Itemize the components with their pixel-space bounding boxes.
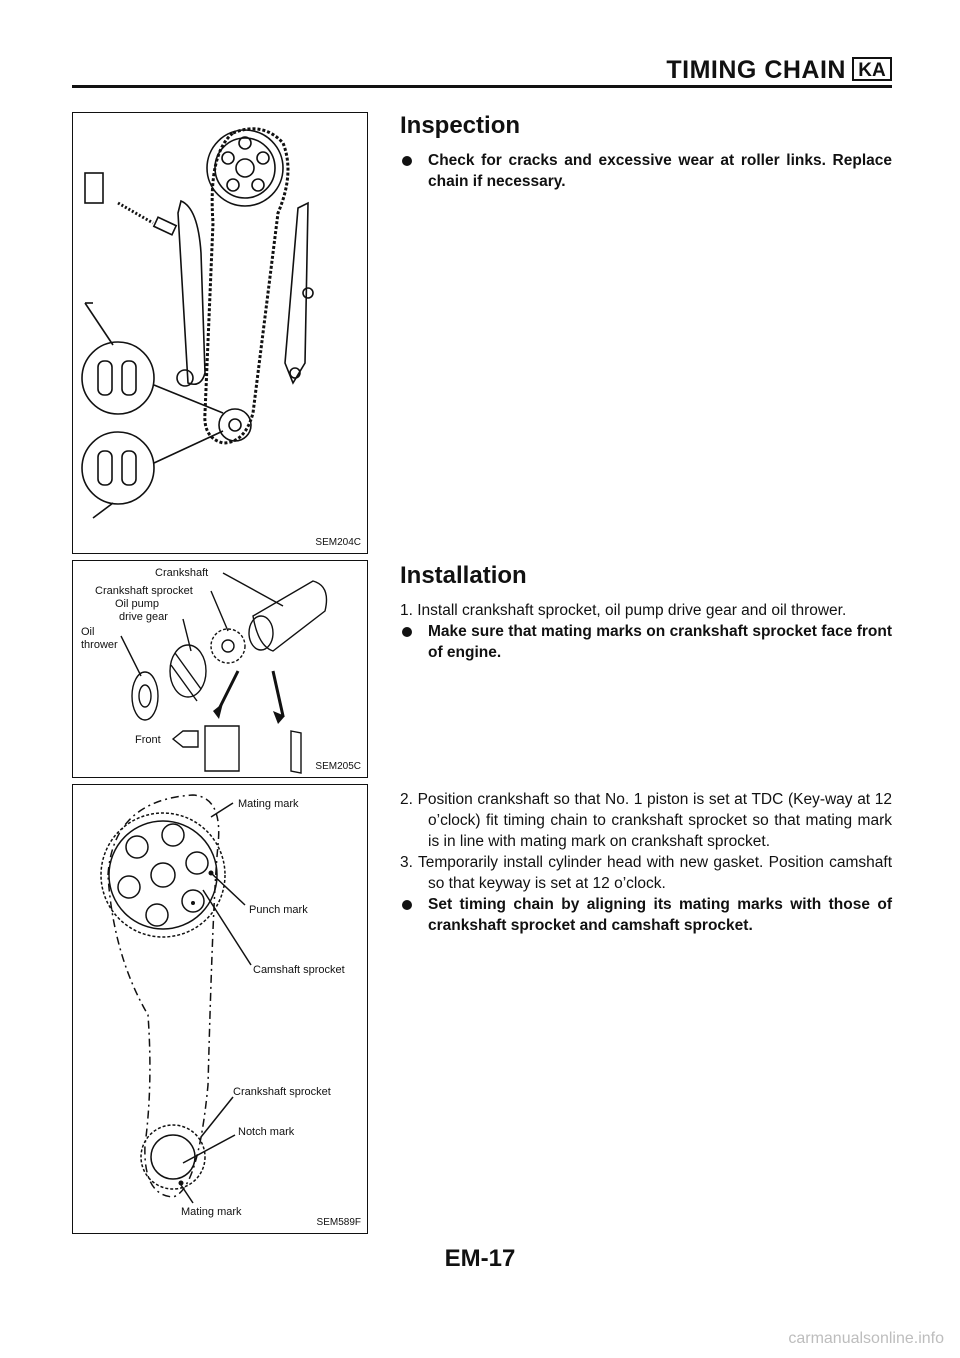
label-oil: Oil (81, 626, 95, 638)
figure-chain-inspection (72, 112, 368, 554)
installation-section (400, 562, 892, 663)
label-notch-mark: Notch mark (238, 1126, 295, 1138)
bullet-icon (402, 627, 412, 637)
chain-inspection-drawing (73, 113, 368, 554)
label-camshaft-sprocket: Camshaft sprocket (253, 964, 345, 976)
engine-badge: KA (852, 57, 892, 81)
header-rule (72, 85, 892, 88)
label-crankshaft-sprocket: Crankshaft sprocket (95, 585, 193, 597)
figure-mating-marks (72, 784, 368, 1234)
label-drive-gear: drive gear (119, 611, 168, 623)
installation-step-3: 3. Temporarily install cylinder head with new gasket. Position camshaft so that keyway is set at 12 o’clock. (400, 854, 892, 892)
label-crankshaft: Crankshaft (155, 567, 209, 579)
figure-code: SEM589F (316, 1217, 361, 1228)
watermark: carmanualsonline.info (788, 1330, 944, 1347)
figure-code: SEM205C (315, 761, 361, 772)
figure-crankshaft-parts (72, 560, 368, 778)
bullet-icon (402, 156, 412, 166)
bullet-icon (402, 900, 412, 910)
label-front: Front (135, 734, 161, 746)
label-mating-mark-bottom: Mating mark (181, 1206, 242, 1218)
installation-bullet-2 (400, 894, 892, 936)
figure-code: SEM204C (315, 537, 361, 548)
label-punch-mark: Punch mark (249, 904, 308, 916)
label-mating-mark-top: Mating mark (238, 798, 299, 810)
installation-heading: Installation (400, 562, 527, 589)
installation-steps-continued (400, 789, 892, 936)
installation-bullet-1-text: Make sure that mating marks on crankshaft sprocket face front of engine. (428, 623, 892, 661)
page-title: TIMING CHAIN (666, 56, 846, 84)
mating-marks-drawing (73, 785, 368, 1234)
inspection-section (400, 112, 892, 192)
inspection-heading: Inspection (400, 112, 521, 139)
installation-step-1: 1. Install crankshaft sprocket, oil pump drive gear and oil thrower. (400, 602, 847, 619)
inspection-bullet-text: Check for cracks and excessive wear at roller links. Replace chain if necessary. (428, 152, 892, 190)
label-oil-pump: Oil pump (115, 598, 160, 610)
label-thrower: thrower (81, 639, 118, 651)
label-crankshaft-sprocket: Crankshaft sprocket (233, 1086, 331, 1098)
installation-bullet-1 (400, 621, 892, 663)
page-header (72, 52, 892, 92)
page-number: EM-17 (444, 1245, 516, 1272)
inspection-bullet (400, 150, 892, 192)
installation-step-2: 2. Position crankshaft so that No. 1 piston is set at TDC (Key-way at 12 o’clock) fit timing chain to crankshaft sprocket so that mating mark is in line with mating mark on crankshaft sprocket. (400, 791, 892, 850)
crankshaft-parts-drawing (73, 561, 368, 778)
installation-bullet-2-text: Set timing chain by aligning its mating marks with those of crankshaft sprocket and camshaft sprocket. (428, 896, 892, 934)
